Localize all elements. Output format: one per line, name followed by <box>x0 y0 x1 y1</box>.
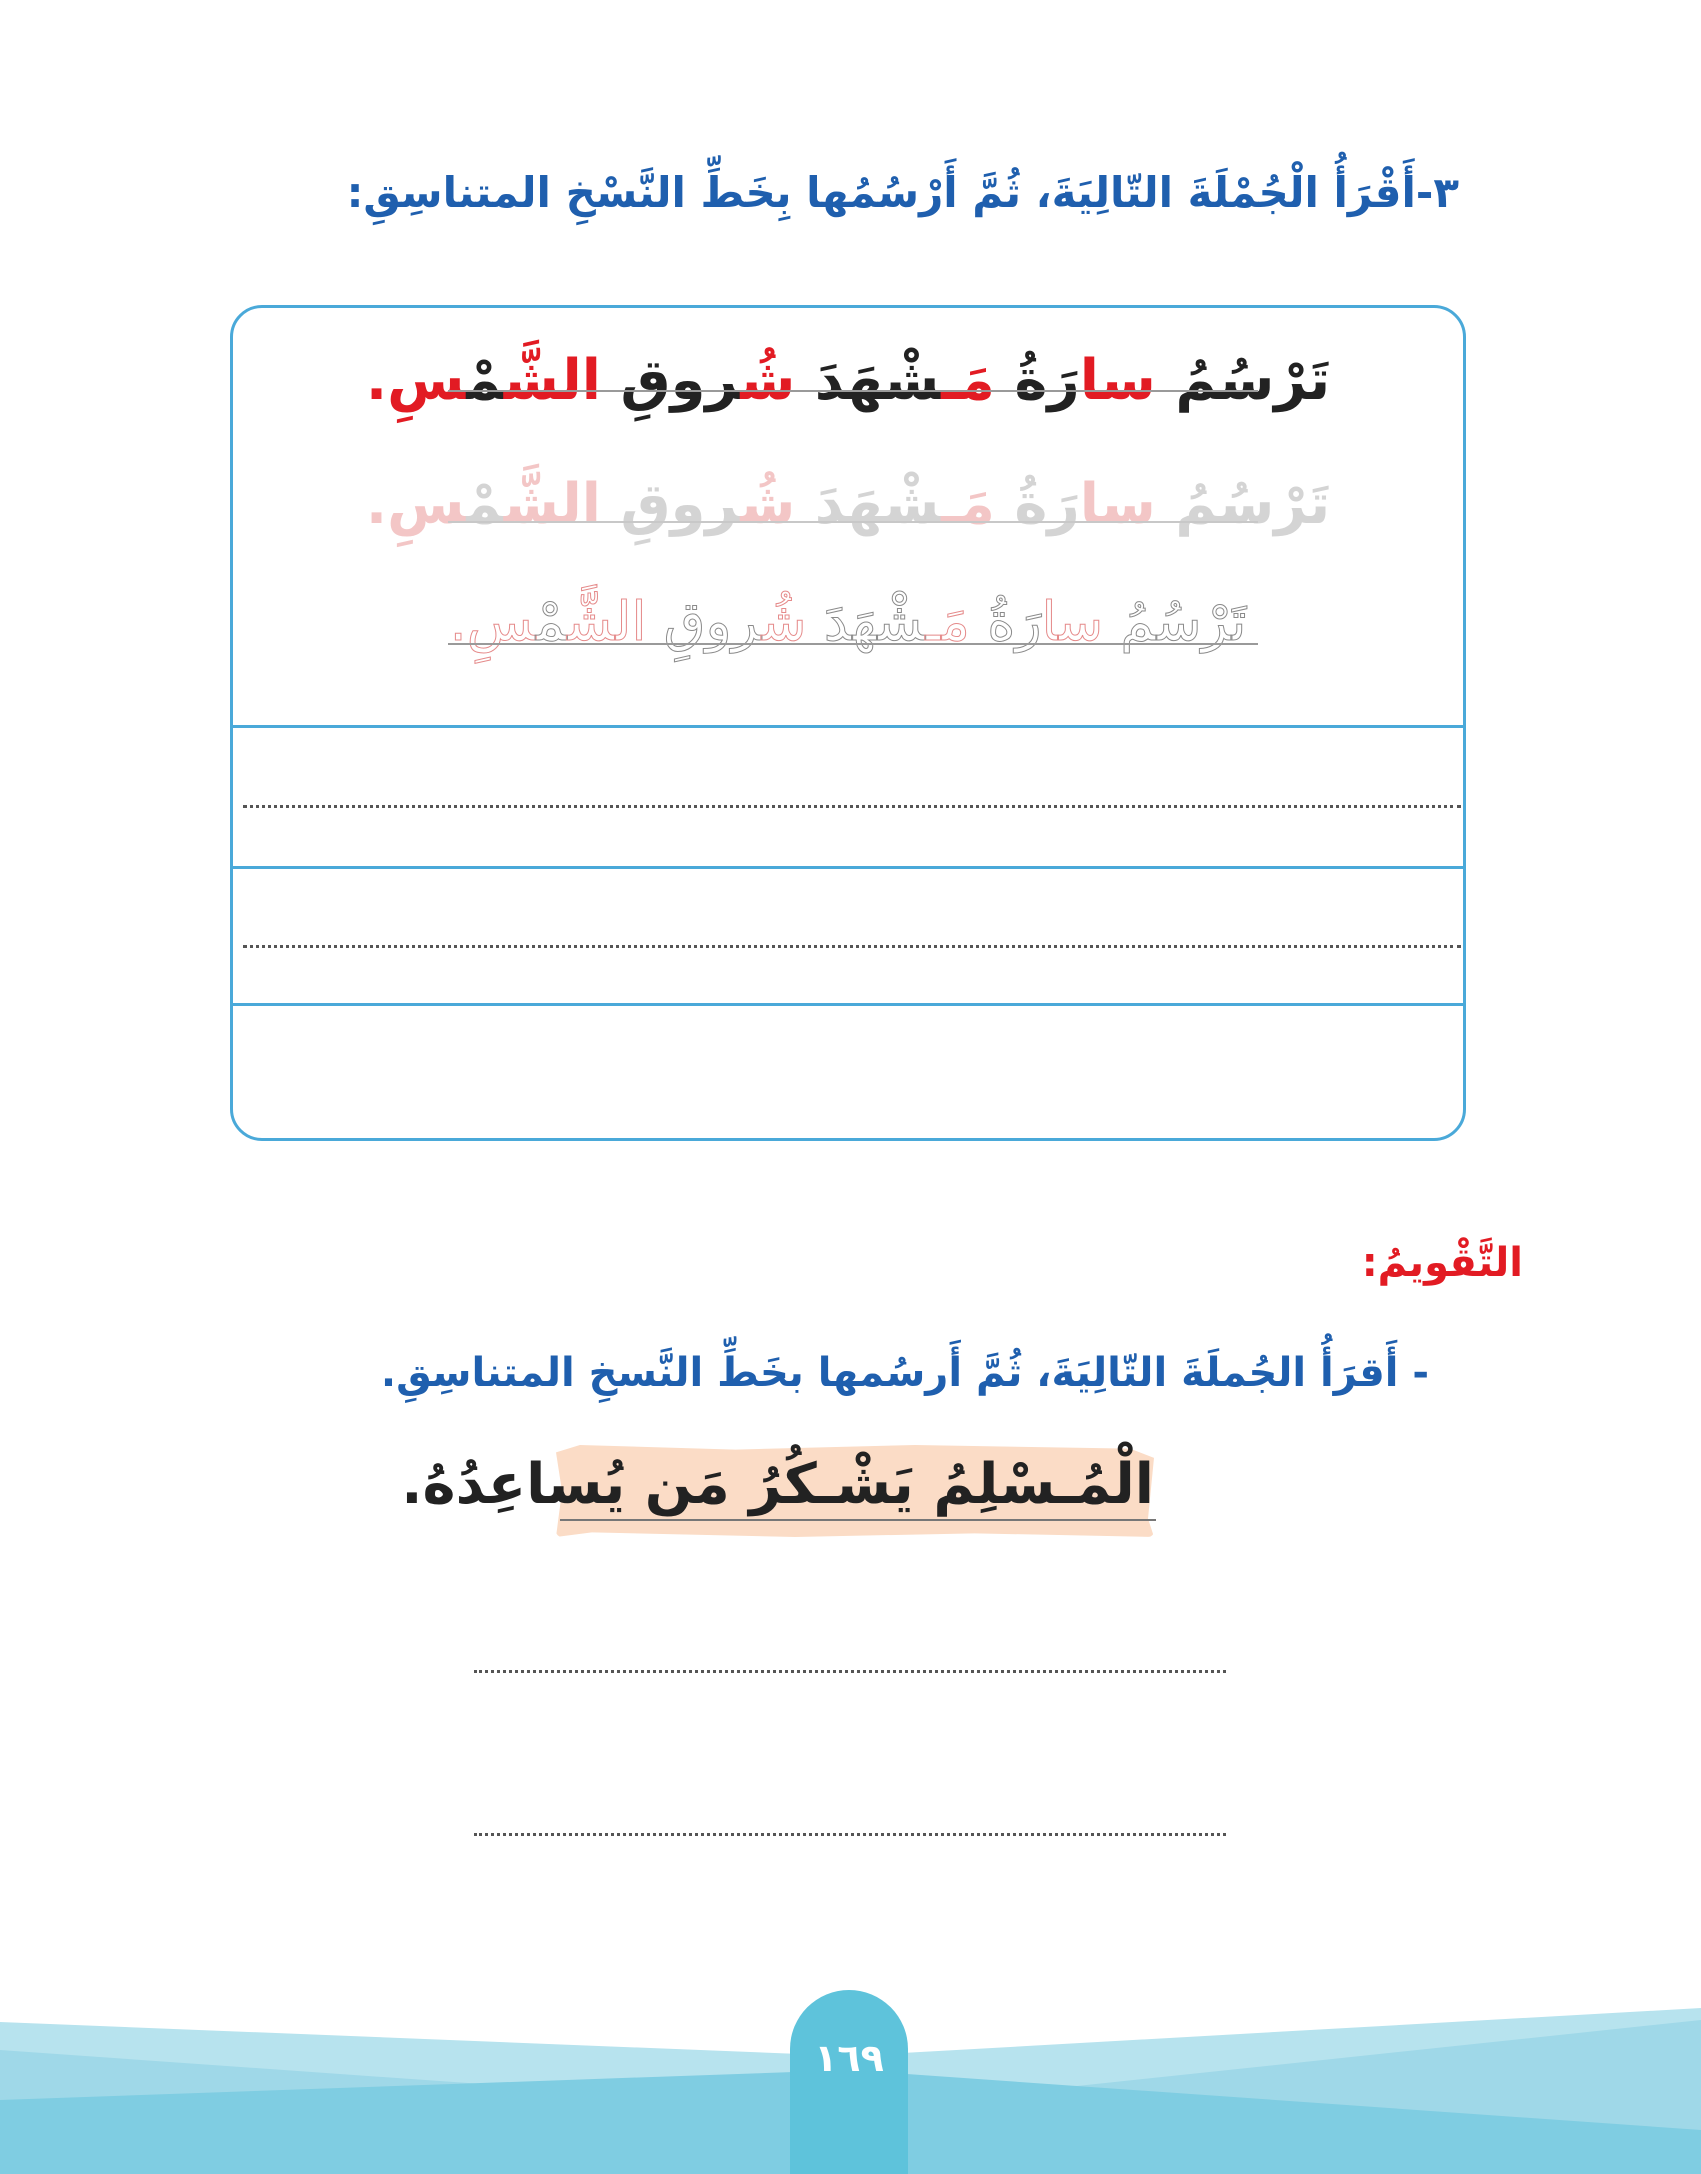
sentence-segment: رَةُ <box>994 472 1080 537</box>
page-number-badge <box>790 1990 908 2174</box>
sentence-segment: سِ. <box>449 590 536 653</box>
faded-sentence <box>233 472 1463 537</box>
sentence-segment: مْ <box>535 590 567 653</box>
evaluation-sentence: الْمُـسْلِمُ يَشْـكُرُ مَن يُساعِدُهُ. <box>401 1452 1154 1517</box>
sentence-segment: شُ <box>740 348 796 413</box>
sentence-segment: شْ <box>884 348 942 413</box>
sentence-segment: هَدَ <box>795 348 885 413</box>
evaluation-instruction: - أَقرَأُ الجُملَةَ التّالِيَةَ، ثُمَّ أَرسُمها بخَطِّ النَّسخِ المتناسِقِ. <box>380 1350 1429 1396</box>
sentence-segment: شُ <box>740 472 796 537</box>
sentence-segment: تَرْسُمُ <box>1155 348 1331 413</box>
sentence-segment: روقِ <box>601 472 741 537</box>
sentence-segment: روقِ <box>601 348 741 413</box>
sentence-segment: تَرْسُمُ <box>1103 590 1247 653</box>
practice-box <box>230 305 1466 1141</box>
faded-baseline <box>448 521 1258 523</box>
sentence-segment: شْ <box>877 590 926 653</box>
sentence-segment: مَـ <box>925 590 970 653</box>
sentence-segment: مَـ <box>941 472 995 537</box>
row-divider <box>233 1003 1463 1006</box>
evaluation-writing-line-1[interactable] <box>474 1670 1226 1673</box>
sentence-segment: الشَّ <box>503 348 602 413</box>
sentence-segment: الشَّ <box>566 590 647 653</box>
sentence-segment: الشَّ <box>503 472 602 537</box>
evaluation-baseline <box>560 1519 1156 1521</box>
sentence-segment: هَدَ <box>795 472 885 537</box>
sentence-segment: سِ. <box>365 348 467 413</box>
sentence-segment: سا <box>1079 472 1156 537</box>
sentence-segment: رَةُ <box>969 590 1042 653</box>
exercise-3-instruction: ٣-أَقْرَأُ الْجُمْلَةَ التّالِيَةَ، ثُمَّ أَرْسُمُها بِخَطِّ النَّسْخِ المتناسِقِ: <box>346 168 1459 217</box>
sentence-segment: سِ. <box>365 472 467 537</box>
sentence-segment: رَةُ <box>994 348 1080 413</box>
sentence-segment: هَدَ <box>806 590 878 653</box>
sentence-segment: سا <box>1079 348 1156 413</box>
sentence-segment: سا <box>1041 590 1104 653</box>
sentence-segment: روقِ <box>646 590 762 653</box>
sentence-segment: مَـ <box>941 348 995 413</box>
writing-line-1[interactable] <box>243 805 1461 808</box>
writing-line-2[interactable] <box>243 945 1461 948</box>
trace-baseline <box>448 643 1258 645</box>
page-number: ١٦٩ <box>814 2036 884 2080</box>
row-divider <box>233 725 1463 728</box>
sentence-segment: تَرْسُمُ <box>1155 472 1331 537</box>
model-baseline <box>448 390 1258 392</box>
row-divider <box>233 866 1463 869</box>
sentence-segment: مْ <box>466 472 504 537</box>
sentence-segment: مْ <box>466 348 504 413</box>
evaluation-title: التَّقْويمُ: <box>1361 1240 1523 1286</box>
evaluation-writing-line-2[interactable] <box>474 1833 1226 1836</box>
sentence-segment: شُ <box>761 590 807 653</box>
model-sentence <box>233 348 1463 413</box>
sentence-segment: شْ <box>884 472 942 537</box>
